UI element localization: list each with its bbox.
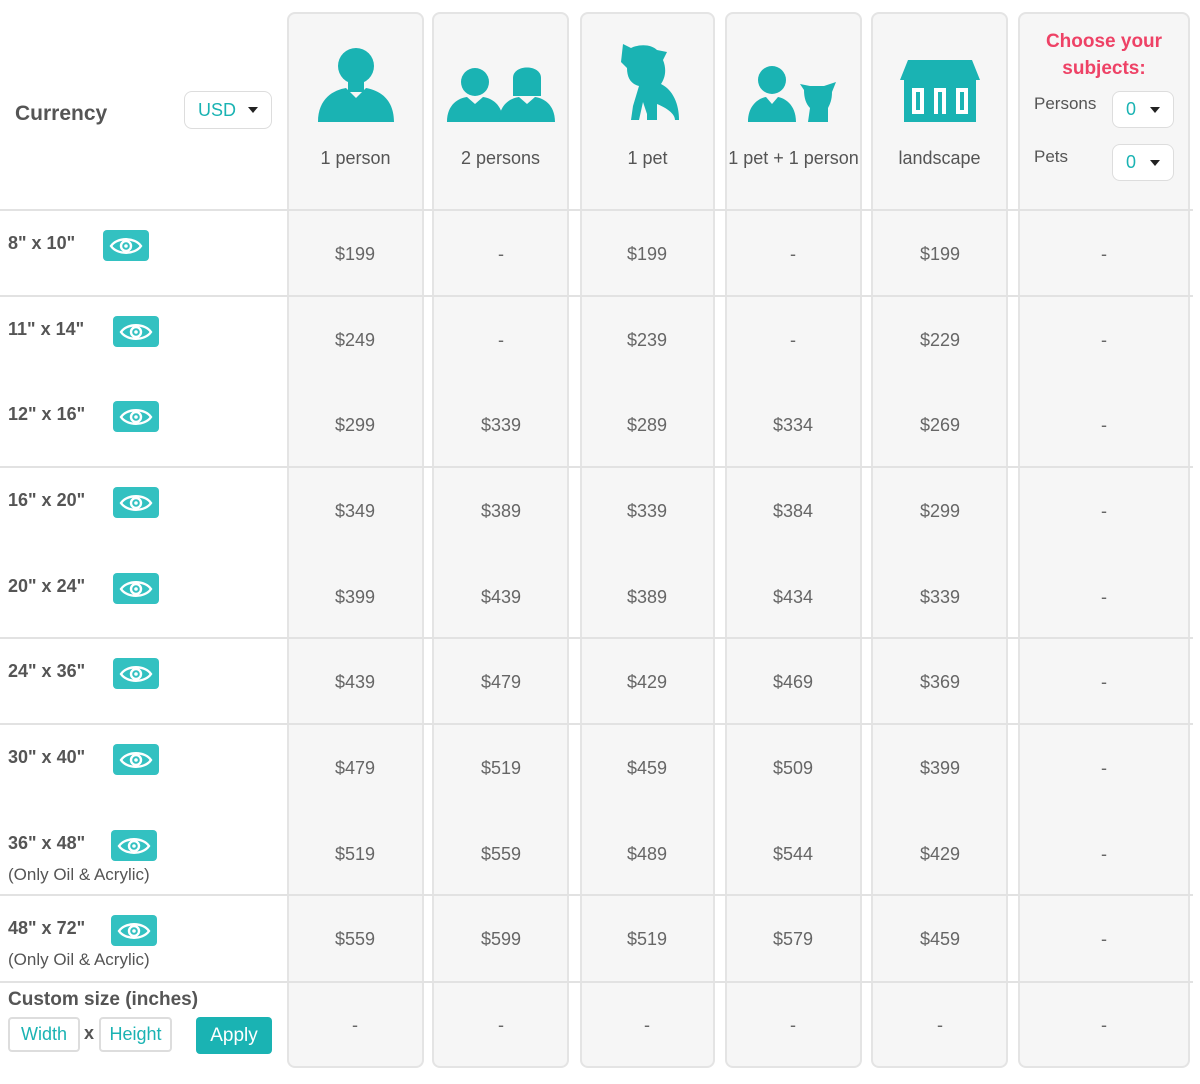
person-icon	[316, 40, 396, 122]
eye-icon	[117, 836, 151, 856]
price-cell: -	[1101, 672, 1107, 692]
pets-select[interactable]	[1112, 144, 1174, 181]
price-cell: -	[1101, 844, 1107, 864]
price-cell: $559	[334, 929, 376, 949]
price-cell: -	[498, 244, 504, 264]
price-cell: $229	[919, 330, 961, 350]
header-landscape	[871, 12, 1008, 210]
height-input[interactable]: Height	[99, 1017, 172, 1052]
size-label: 24" x 36"	[8, 661, 86, 681]
column-label: 1 pet + 1 person	[728, 148, 859, 168]
preview-eye-icon[interactable]	[113, 658, 159, 689]
price-cell: $434	[772, 587, 814, 607]
persons-value: 0	[1126, 99, 1137, 119]
price-cell: -	[1101, 587, 1107, 607]
price-cell: -	[1101, 244, 1107, 264]
size-label: 30" x 40"	[8, 747, 86, 767]
size-label: 11" x 14"	[8, 319, 85, 339]
price-cell: $429	[919, 844, 961, 864]
preview-eye-icon[interactable]	[113, 316, 159, 347]
eye-icon	[119, 750, 153, 770]
custom-price-cell: -	[937, 1015, 943, 1035]
house-icon	[900, 40, 980, 122]
price-cell: $399	[919, 758, 961, 778]
column-label: landscape	[898, 148, 981, 168]
row-divider	[0, 466, 1193, 468]
row-divider	[0, 637, 1193, 639]
price-cell: $349	[334, 501, 376, 521]
eye-icon	[119, 579, 153, 599]
price-cell: $429	[626, 672, 668, 692]
price-cell: $339	[626, 501, 668, 521]
size-label: 12" x 16"	[8, 404, 86, 424]
eye-icon	[119, 322, 153, 342]
size-note: (Only Oil & Acrylic)	[8, 950, 150, 969]
price-cell: $579	[772, 929, 814, 949]
price-cell: $519	[626, 929, 668, 949]
price-cell: $369	[919, 672, 961, 692]
chevron-down-icon	[248, 107, 258, 113]
row-divider	[0, 295, 1193, 297]
preview-eye-icon[interactable]	[111, 830, 157, 861]
price-cell: $389	[480, 501, 522, 521]
size-label: 36" x 48"	[8, 833, 86, 853]
choose-subjects-title: Choose your subjects:	[1045, 31, 1163, 79]
price-cell: $519	[480, 758, 522, 778]
price-cell: $469	[772, 672, 814, 692]
currency-select[interactable]	[184, 91, 272, 129]
eye-icon	[119, 664, 153, 684]
price-cell: $519	[334, 844, 376, 864]
price-cell: -	[790, 244, 796, 264]
price-cell: $199	[626, 244, 668, 264]
custom-size-label: Custom size (inches)	[8, 989, 199, 1010]
chevron-down-icon	[1150, 107, 1160, 113]
preview-eye-icon[interactable]	[113, 401, 159, 432]
price-cell: $544	[772, 844, 814, 864]
custom-price-cell: -	[790, 1015, 796, 1035]
header-1-person	[287, 12, 424, 210]
price-cell: -	[498, 330, 504, 350]
eye-icon	[109, 236, 143, 256]
price-cell: $509	[772, 758, 814, 778]
price-cell: $299	[334, 415, 376, 435]
custom-price-cell: -	[1101, 1015, 1107, 1035]
price-cell: $439	[480, 587, 522, 607]
row-divider	[0, 894, 1193, 896]
custom-price-cell: -	[352, 1015, 358, 1035]
column-label: 2 persons	[460, 148, 541, 168]
price-cell: $439	[334, 672, 376, 692]
custom-price-cell: -	[644, 1015, 650, 1035]
chevron-down-icon	[1150, 160, 1160, 166]
price-cell: -	[1101, 929, 1107, 949]
price-cell: $389	[626, 587, 668, 607]
price-cell: $459	[919, 929, 961, 949]
price-cell: $459	[626, 758, 668, 778]
price-cell: $399	[334, 587, 376, 607]
eye-icon	[119, 407, 153, 427]
price-cell: -	[1101, 330, 1107, 350]
price-cell: $599	[480, 929, 522, 949]
size-label: 16" x 20"	[8, 490, 86, 510]
price-cell: $479	[334, 758, 376, 778]
header-2-persons	[432, 12, 569, 210]
column-label: 1 pet	[627, 148, 668, 168]
persons-label: Persons	[1034, 94, 1097, 113]
dog-icon	[617, 40, 679, 122]
currency-label: Currency	[15, 102, 108, 125]
price-cell: -	[1101, 758, 1107, 778]
price-cell: $239	[626, 330, 668, 350]
dimension-separator: x	[84, 1023, 95, 1043]
size-label: 8" x 10"	[8, 233, 76, 253]
price-cell: $384	[772, 501, 814, 521]
pets-value: 0	[1126, 152, 1137, 172]
price-cell: $249	[334, 330, 376, 350]
price-cell: $479	[480, 672, 522, 692]
size-label: 20" x 24"	[8, 576, 86, 596]
currency-value: USD	[198, 99, 237, 120]
price-cell: $269	[919, 415, 961, 435]
person-and-pet-icon	[748, 40, 840, 122]
price-cell: -	[790, 330, 796, 350]
size-label: 48" x 72"	[8, 918, 86, 938]
price-cell: -	[1101, 415, 1107, 435]
price-cell: -	[1101, 501, 1107, 521]
two-persons-icon	[447, 40, 555, 122]
price-cell: $299	[919, 501, 961, 521]
preview-eye-icon[interactable]	[113, 744, 159, 775]
row-divider	[0, 723, 1193, 725]
price-cell: $339	[480, 415, 522, 435]
width-input[interactable]: Width	[8, 1017, 80, 1052]
persons-select[interactable]	[1112, 91, 1174, 128]
price-cell: $334	[772, 415, 814, 435]
price-cell: $559	[480, 844, 522, 864]
price-cell: $199	[334, 244, 376, 264]
apply-button[interactable]: Apply	[196, 1017, 272, 1054]
custom-price-cell: -	[498, 1015, 504, 1035]
preview-eye-icon[interactable]	[111, 915, 157, 946]
size-note: (Only Oil & Acrylic)	[8, 865, 150, 884]
preview-eye-icon[interactable]	[103, 230, 149, 261]
price-cell: $199	[919, 244, 961, 264]
eye-icon	[117, 921, 151, 941]
column-label: 1 person	[320, 148, 391, 168]
eye-icon	[119, 493, 153, 513]
price-cell: $339	[919, 587, 961, 607]
pets-label: Pets	[1034, 147, 1069, 166]
price-cell: $289	[626, 415, 668, 435]
preview-eye-icon[interactable]	[113, 487, 159, 518]
row-divider	[0, 981, 1193, 983]
header-1-pet	[580, 12, 715, 210]
price-cell: $489	[626, 844, 668, 864]
preview-eye-icon[interactable]	[113, 573, 159, 604]
header-pet-and-person	[725, 12, 862, 210]
